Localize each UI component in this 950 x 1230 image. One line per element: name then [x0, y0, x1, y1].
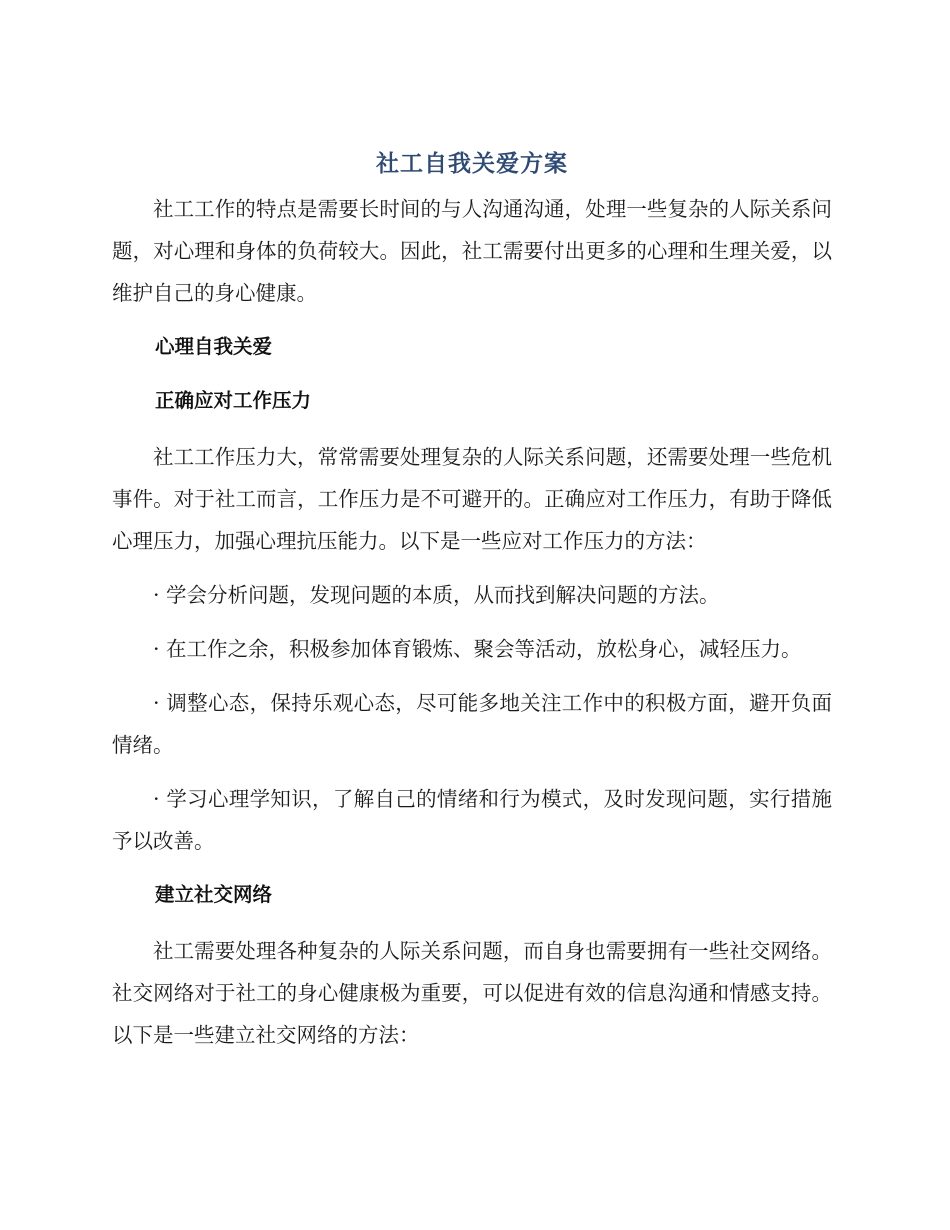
- list-item: · 学会分析问题，发现问题的本质，从而找到解决问题的方法。: [153, 583, 720, 607]
- list-item: · 学习心理学知识，了解自己的情绪和行为模式，及时发现问题，实行措施予以改善。: [112, 787, 832, 853]
- spacer: [112, 670, 832, 682]
- list-item: · 在工作之余，积极参加体育锻炼、聚会等活动，放松身心，减轻压力。: [153, 637, 802, 661]
- spacer: [112, 916, 832, 930]
- spacer: [112, 562, 832, 574]
- spacer: [112, 368, 832, 380]
- social-network-paragraph: 社工需要处理各种复杂的人际关系问题，而自身也需要拥有一些社交网络。社交网络对于社工的身心健康极为重要，可以促进有效的信息沟通和情感支持。以下是一些建立社交网络的方法：: [112, 939, 832, 1047]
- section-heading-psychological-self-care: 心理自我关爱: [155, 335, 273, 358]
- subsection-heading-social-network: 建立社交网络: [155, 883, 273, 906]
- intro-paragraph: 社工工作的特点是需要长时间的与人沟通沟通，处理一些复杂的人际关系问题，对心理和身体的负荷较大。因此，社工需要付出更多的心理和生理关爱，以维护自己的身心健康。: [112, 197, 832, 305]
- work-pressure-paragraph: 社工工作压力大，常常需要处理复杂的人际关系问题，还需要处理一些危机事件。对于社工而言，工作压力是不可避开的。正确应对工作压力，有助于降低心理压力，加强心理抗压能力。以下是一些应对工作压力的方法：: [112, 445, 832, 553]
- spacer: [112, 766, 832, 778]
- spacer: [112, 422, 832, 436]
- document-title: 社工自我关爱方案: [376, 151, 568, 177]
- spacer: [112, 862, 832, 874]
- spacer: [112, 314, 832, 326]
- spacer: [112, 616, 832, 628]
- subsection-heading-work-pressure: 正确应对工作压力: [155, 389, 312, 412]
- list-item: · 调整心态，保持乐观心态，尽可能多地关注工作中的积极方面，避开负面情绪。: [112, 691, 832, 757]
